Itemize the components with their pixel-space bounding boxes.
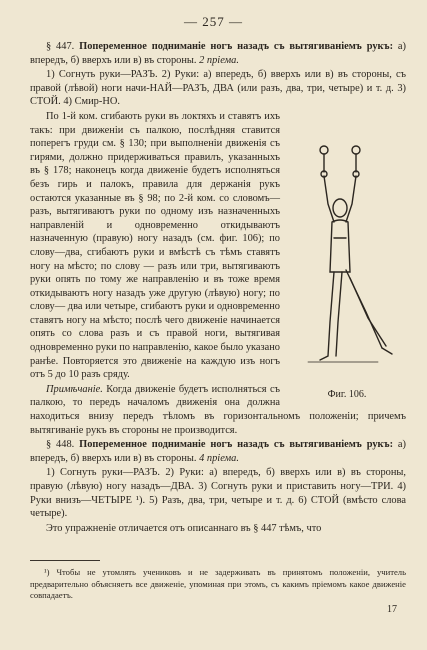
section-448-method: 4 пріема. [199, 452, 239, 464]
note-label: Примѣчаніе. [46, 383, 103, 395]
section-447-title-rest: а) впередъ, б) вверхъ или в) въ стороны. [30, 41, 407, 66]
signature-mark: 17 [387, 604, 397, 615]
section-447-heading [30, 40, 406, 67]
gymnast-figure-icon [294, 142, 400, 378]
section-448-heading [30, 438, 406, 465]
section-448-title-rest: а) впередъ, б) вверхъ или в) въ стороны. [30, 439, 407, 464]
section-447-explanation: По 1-й ком. сгибають руки въ локтяхъ и ставятъ ихъ такъ: при движеніи съ палкою, послѣдняя ставится поперегъ груди см. § 130; при выполненіи движенія съ гирями, должно придерживаться правилъ, указанныхъ въ § 178; наконецъ когда движеніе будетъ исполняться безъ гирь и палокъ, правила для держанія рукъ остаются указанные въ § 98; по 2-й ком. со словомъ—разъ, вытягиваютъ руки по одному изъ назначенныхъ направленій и одновременно откидываютъ назначенную (правую) ногу назадъ (см. фиг. 106); по слову—два, сгибаютъ руки и вмѣстѣ съ тѣмъ ставятъ ногу на мѣсто; по слову — разъ или три, вытягиваютъ руки опять по тому же направленію и въ тоже время откидываютъ ногу назадъ уже другую (лѣвую) ногу; по слову— два или четыре, сгибаютъ руки и одновременно ставятъ ногу на мѣсто; послѣ чего движеніе начинается опять со слова разъ и съ правой ноги, вытягивая одновременно руки по направленію, какое было указано ранѣе. Повторяется это движеніе на каждую изъ ногъ отъ 5 до 10 разъ сряду. [30, 110, 280, 381]
footnote-text: ¹) Чтобы не утомлять учениковъ и не задерживать въ принятомъ положеніи, учитель предварительно объясняетъ все движеніе, упоминая при этомъ, съ какимъ пріемомъ какое движеніе совпадаетъ. [30, 567, 406, 600]
section-448-explanation: Это упражненіе отличается отъ описаннаго въ § 447 тѣмъ, что [46, 522, 322, 534]
section-447-commands: 1) Согнуть руки—РАЗЪ. 2) Руки: а) впередъ, б) вверхъ или в) въ стороны, съ правой (лѣвой) ноги начи-НАЙ—РАЗЪ, ДВА (или разъ, два, три, четыре) и т. д. 3) СТОЙ. 4) Смир-НО. [30, 69, 406, 108]
section-448-title: Попеременное подниманіе ногъ назадъ съ вытягиваніемъ рукъ: [79, 439, 394, 451]
section-448-number: § 448. [46, 439, 75, 451]
note-text: Когда движеніе будетъ исполняться съ палкою, то передъ началомъ движенія она должна находиться внизу передъ тѣломъ въ горизонтальномъ положеніи; причемъ вытягиваніе рукъ въ стороны не производится. [30, 383, 406, 436]
section-447-number: § 447. [46, 41, 75, 52]
section-447-title: Попеременное подниманіе ногъ назадъ съ вытягиваніемъ рукъ: [79, 41, 394, 52]
page-body [30, 40, 406, 536]
footnote [30, 567, 406, 602]
section-447-method: 2 пріема. [199, 54, 239, 66]
figure-106 [288, 142, 406, 402]
footnote-divider [30, 560, 100, 561]
figure-caption: Фиг. 106. [327, 389, 367, 401]
section-448-commands: 1) Согнуть руки—РАЗЪ. 2) Руки: а) впередъ, б) вверхъ или в) въ стороны, правую (лѣвую) ногу назадъ—ДВА. 3) Согнуть руки и приставить ногу—ТРИ. 4) Руки внизъ—ЧЕТЫРЕ ¹). 5) Разъ, два, три, четыре и т. д. 6) СТОЙ (вмѣсто слова четыре). [30, 467, 406, 520]
page-number: — 257 — [184, 14, 243, 29]
